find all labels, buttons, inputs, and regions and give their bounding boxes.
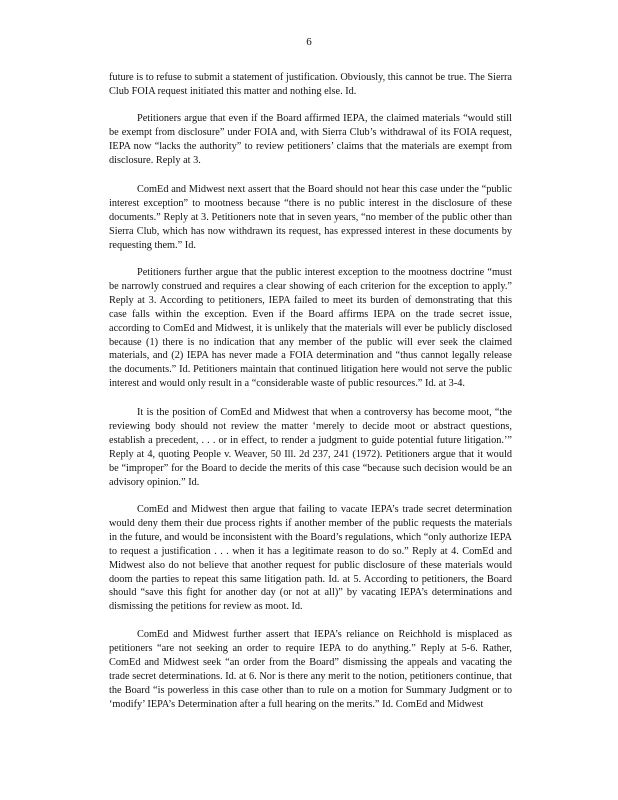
paragraph-7: ComEd and Midwest further assert that IEPA’s reliance on Reichhold is misplaced as petitioners “are not seeking an order to require IEPA to do anything.” Reply at 5-6. Rather, ComEd and Midwest seek “an order from the Board” dismissing the appeals and vacating the trade secret determinations. Id. at 6. Nor is there any merit to the notion, petitioners continue, that the Board “is powerless in this case other than to rule on a motion for Summary Judgment or to ‘modify’ IEPA’s Determination after a full hearing on the merits.” Id. ComEd and Midwest <box>109 629 512 710</box>
paragraph-2: Petitioners argue that even if the Board affirmed IEPA, the claimed materials “would still be exempt from disclosure” under FOIA and, with Sierra Club’s withdrawal of its FOIA request, IEPA now “lacks the authority” to review petitioners’ claims that the materials are exempt from disclosure. Reply at 3. <box>109 113 512 166</box>
paragraph-1: future is to refuse to submit a statement of justification. Obviously, this cannot be true. The Sierra Club FOIA request initiated this matter and nothing else. Id. <box>109 72 512 97</box>
page-number: 6 <box>306 36 312 48</box>
paragraph-5: It is the position of ComEd and Midwest that when a controversy has become moot, “the reviewing body should not review the matter ‘merely to decide moot or abstract questions, establish a precedent, . . . or in effect, to render a judgment to guide potential future litigation.’” Reply at 4, quoting People v. Weaver, 50 Ill. 2d 237, 241 (1972). Petitioners argue that it would be “improper” for the Board to decide the merits of this case “because such decision would be an advisory opinion.” Id. <box>109 407 512 488</box>
paragraph-6: ComEd and Midwest then argue that failing to vacate IEPA’s trade secret determination would deny them their due process rights if another member of the public requests the materials in the future, and would be inconsistent with the Board’s regulations, which “only authorize IEPA to request a justification . . . when it has a legitimate reason to do so.” Reply at 4. ComEd and Midwest also do not believe that another request for public disclosure of these materials would doom the parties to repeat this same litigation path. Id. at 5. According to petitioners, the Board should “save this fight for another day (or not at all)” by vacating IEPA’s determinations and dismissing the petitions for review as moot. Id. <box>109 504 512 613</box>
paragraph-4: Petitioners further argue that the public interest exception to the mootness doctrine “must be narrowly construed and requires a clear showing of each criterion for the exception to apply.” Reply at 3. According to petitioners, IEPA failed to meet its burden of demonstrating that this case falls within the exception. Even if the Board affirms IEPA on the trade secret issue, according to ComEd and Midwest, it is unlikely that the materials will ever be publicly disclosed because (1) there is no indication that any member of the public will ever seek the claimed materials, and (2) IEPA has never made a FOIA determination and “thus cannot legally release the documents.” Id. Petitioners maintain that continued litigation here would not serve the public interest and would only result in a “considerable waste of public resources.” Id. at 3-4. <box>109 267 512 390</box>
paragraph-3: ComEd and Midwest next assert that the Board should not hear this case under the “public interest exception” to mootness because “there is no public interest in the disclosure of these documents.” Reply at 3. Petitioners note that in seven years, “no member of the public other than Sierra Club, which has now withdrawn its request, has expressed interest in these documents by requesting them.” Id. <box>109 184 512 251</box>
